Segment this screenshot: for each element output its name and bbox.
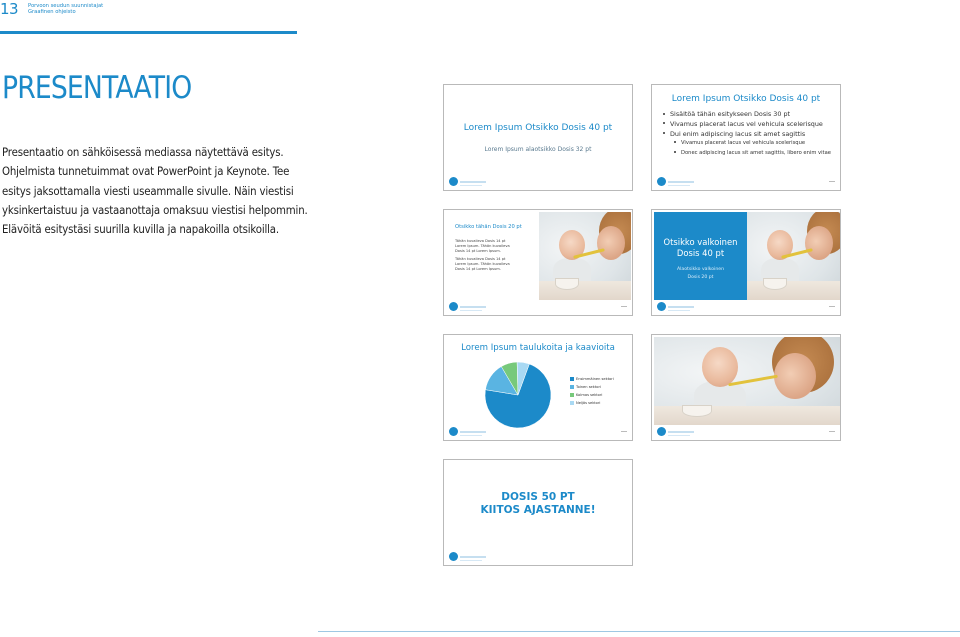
sub-bullet-item: Vivamus placerat lacus vel vehicula scelerisque [663, 139, 831, 149]
slide-title: Lorem Ipsum Otsikko Dosis 40 pt [463, 123, 613, 133]
bullet-item: Dui enim adipiscing lacus sit amet sagittis [663, 130, 831, 140]
blue-title-line: Otsikko valkoinen [663, 237, 738, 247]
body-line: yksinkertaistuu ja vastaanottaja omaksuu viestisi helpommin. [2, 202, 308, 217]
end-line: DOSIS 50 PT [501, 491, 575, 503]
club-logo-icon [657, 177, 666, 186]
slide-subtitle: Lorem Ipsum alaotsikko Dosis 32 pt [484, 146, 592, 153]
footer-bar [668, 306, 694, 308]
slide-text-photo-example [443, 209, 633, 316]
end-line: KIITOS AJASTANNE! [480, 504, 596, 516]
footer-bar [460, 556, 486, 558]
footer-mark [829, 306, 835, 311]
sub-bullet-item: Donec adipiscing lacus sit amet sagittis, libero enim vitae [663, 149, 831, 159]
footer-mark [621, 431, 627, 436]
body-paragraph [2, 143, 332, 239]
footer-bar [668, 435, 690, 436]
footer-bar [460, 185, 482, 186]
bullet-dot-icon [674, 151, 676, 153]
footer-mark [829, 181, 835, 186]
bullet-dot-icon [663, 113, 665, 115]
slide-bullets-example [651, 84, 841, 191]
slide-heading: Otsikko tähän Dosis 20 pt [455, 224, 522, 230]
slide-paragraph: Tähän kuvaileva Dosis 14 pt Lorem Ipsum. Tähän kuvaileva Dosis 14 pt Lorem Ipsum. [455, 257, 510, 271]
slide-end-example [443, 459, 633, 566]
body-line: Ohjelmista tunnetuimmat ovat PowerPoint ja Keynote. Tee [2, 164, 290, 179]
blue-subtitle-line: Alaotsikko valkoinen [677, 267, 724, 272]
slide-title: Lorem Ipsum Otsikko Dosis 40 pt [671, 94, 821, 104]
club-logo-icon [449, 427, 458, 436]
header-rule [0, 31, 297, 34]
blue-text-panel [654, 212, 747, 300]
bullet-dot-icon [663, 132, 665, 134]
header-org-name: Porvoon seudun suunnistajat [28, 3, 104, 9]
blue-subtitle-line: Dosis 20 pt [687, 275, 714, 280]
footer-bar [460, 431, 486, 433]
body-line: esitys jaksottamalla viesti useammalle sivulle. Näin viestisi [2, 183, 294, 198]
footer-bar [460, 435, 482, 436]
legend-item: Kolmas sektori [570, 391, 614, 399]
footer-bar [668, 310, 690, 311]
chart-legend [570, 375, 614, 407]
bullet-item: Sisältöä tähän esitykseen Dosis 30 pt [663, 110, 831, 120]
legend-item: Ensimmäinen sektori [570, 375, 614, 383]
club-logo-icon [449, 177, 458, 186]
footer-bar [668, 185, 690, 186]
footer-mark [829, 431, 835, 436]
footer-bar [460, 306, 486, 308]
footer-bar [668, 431, 694, 433]
slide-paragraph: Tähän kuvaileva Dosis 14 pt Lorem Ipsum. Tähän kuvaileva Dosis 14 pt Lorem Ipsum. [455, 239, 510, 253]
legend-item: Neljäs sektori [570, 399, 614, 407]
bullet-dot-icon [663, 122, 665, 124]
club-logo-icon [657, 427, 666, 436]
footer-bar [460, 181, 486, 183]
club-logo-icon [449, 552, 458, 561]
slide-title-example [443, 84, 633, 191]
club-logo-icon [449, 302, 458, 311]
baby-feeding-photo [654, 337, 840, 425]
baby-feeding-photo [747, 212, 840, 300]
slide-blue-photo-example [651, 209, 841, 316]
bullet-item: Vivamus placerat lacus vel vehicula scelerisque [663, 120, 831, 130]
bullet-dot-icon [674, 141, 676, 143]
blue-title-line: Dosis 40 pt [676, 248, 725, 258]
footer-bar [460, 560, 482, 561]
slide-title: Lorem Ipsum taulukoita ja kaavioita [461, 343, 615, 353]
footer-mark [621, 306, 627, 311]
slide-full-photo-example [651, 334, 841, 441]
legend-item: Toinen sektori [570, 383, 614, 391]
body-line: Elävöitä esitystäsi suurilla kuvilla ja napakoilla otsikoilla. [2, 222, 279, 237]
club-logo-icon [657, 302, 666, 311]
header-guide-name: Graafinen ohjeisto [28, 9, 76, 15]
slide-chart-example [443, 334, 633, 441]
page-title: PRESENTAATIO [2, 70, 192, 106]
footer-bar [460, 310, 482, 311]
pie-chart [482, 360, 554, 430]
footer-rule [318, 631, 960, 632]
footer-bar [668, 181, 694, 183]
baby-feeding-photo [539, 212, 631, 300]
page-number: 13 [0, 0, 19, 18]
bullet-list [663, 110, 831, 159]
body-line: Presentaatio on sähköisessä mediassa näytettävä esitys. [2, 145, 284, 159]
